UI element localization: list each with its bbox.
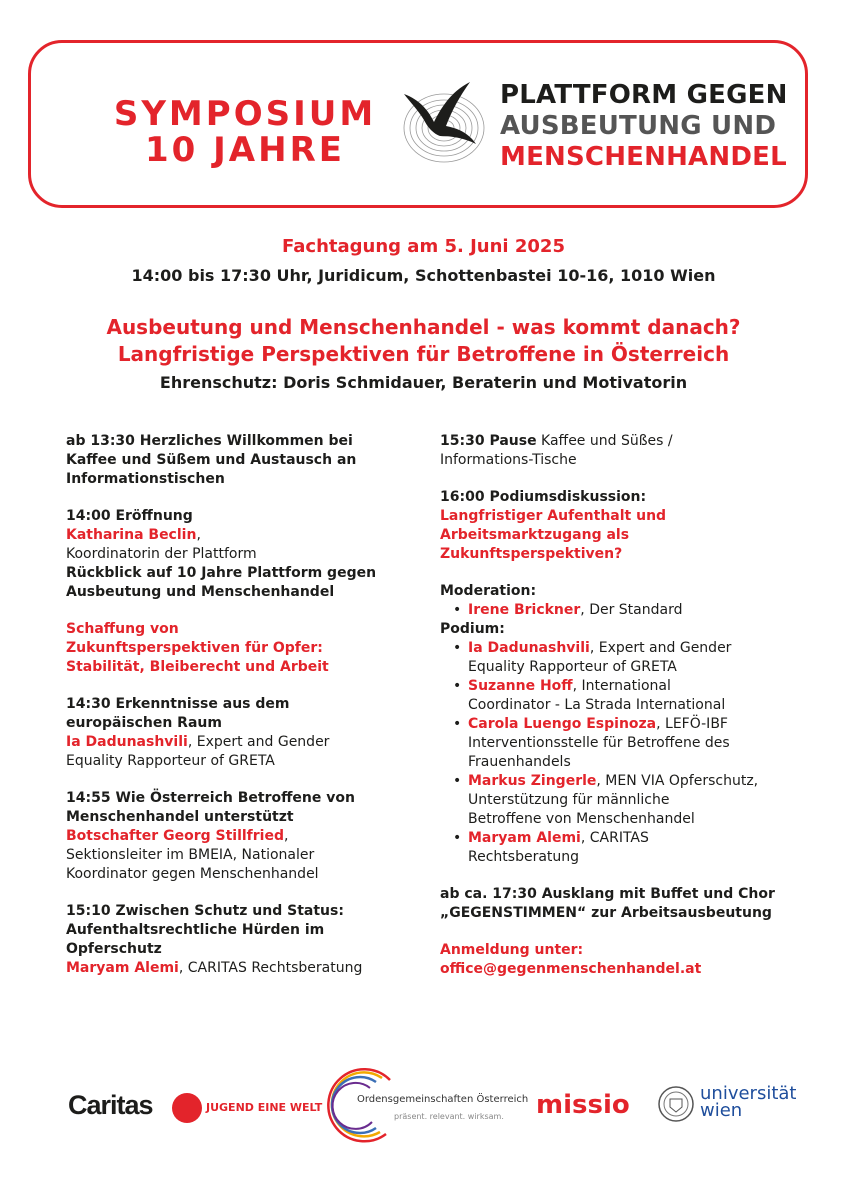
panelist-role: , MEN VIA Opferschutz, xyxy=(596,773,759,789)
panelist-role: Betroffene von Menschenhandel xyxy=(468,811,695,827)
jugend-eine-welt-logo-icon xyxy=(172,1093,202,1123)
panel-topic: Langfristiger Aufenthalt und xyxy=(440,508,667,524)
platform-line1: PLATTFORM GEGEN xyxy=(500,80,788,110)
opening-block xyxy=(66,507,416,602)
speaker-separator: , xyxy=(283,828,289,844)
uni-line2: wien xyxy=(700,1100,743,1121)
speaker-role: Koordinator gegen Menschenhandel xyxy=(66,866,319,882)
talk-heading: Aufenthaltsrechtliche Hürden im xyxy=(66,922,325,938)
panelist-name: Carola Luengo Espinoza xyxy=(468,716,657,732)
talk-heading: 14:30 Erkenntnisse aus dem xyxy=(66,696,290,712)
talk-block xyxy=(66,695,416,771)
panelist-role: Interventionsstelle für Betroffene des xyxy=(468,735,730,751)
moderator-org: , Der Standard xyxy=(580,602,683,618)
university-seal-icon xyxy=(657,1085,695,1123)
panel-topic: Zukunftsperspektiven? xyxy=(440,546,623,562)
speaker-name: Katharina Beclin xyxy=(66,527,197,543)
panelist-role: , LEFÖ-IBF xyxy=(656,716,728,732)
talk-block xyxy=(66,789,416,884)
list-item xyxy=(468,829,810,867)
platform-line3: MENSCHENHANDEL xyxy=(500,142,787,172)
ordensgemeinschaften-ring-icon xyxy=(320,1066,400,1146)
pause-block xyxy=(440,432,810,470)
symposium-title xyxy=(110,96,380,168)
speaker-role: , Expert and Gender xyxy=(187,734,330,750)
speaker-name: Maryam Alemi xyxy=(66,960,179,976)
jugend-eine-welt-logo: JUGEND EINE WELT xyxy=(206,1101,323,1114)
panelist-role: Coordinator - La Strada International xyxy=(468,697,726,713)
registration-email-link[interactable]: office@gegenmenschenhandel.at xyxy=(440,961,702,977)
highlight-line: Schaffung von xyxy=(66,621,179,637)
talk-heading: europäischen Raum xyxy=(66,715,222,731)
pause-time: 15:30 Pause xyxy=(440,433,537,449)
moderator-name: Irene Brickner xyxy=(468,602,581,618)
panelist-role: , CARITAS xyxy=(580,830,649,846)
speaker-name: Ia Dadunashvili xyxy=(66,734,188,750)
panelist-name: Maryam Alemi xyxy=(468,830,581,846)
speaker-role: Sektionsleiter im BMEIA, Nationaler xyxy=(66,847,315,863)
talk-heading: Opferschutz xyxy=(66,941,162,957)
panel-people xyxy=(440,582,810,867)
registration-label: Anmeldung unter: xyxy=(440,942,584,958)
uni-line1: universität xyxy=(700,1083,797,1104)
talk-heading: 15:10 Zwischen Schutz und Status: xyxy=(66,903,344,919)
welcome-line: Kaffee und Süßem und Austausch an xyxy=(66,452,357,468)
event-title-line2: Langfristige Perspektiven für Betroffene in Österreich xyxy=(117,342,730,366)
closing-line: „GEGENSTIMMEN“ zur Arbeitsausbeutung xyxy=(440,905,772,921)
panelist-name: Markus Zingerle xyxy=(468,773,597,789)
talk-heading: 14:55 Wie Österreich Betroffene von xyxy=(66,790,355,806)
panelist-role: Unterstützung für männliche xyxy=(468,792,670,808)
caritas-logo: Caritas xyxy=(68,1090,153,1120)
closing-line: ab ca. 17:30 Ausklang mit Buffet und Chor xyxy=(440,886,775,902)
symposium-line1: SYMPOSIUM xyxy=(113,94,377,134)
panel-topic: Arbeitsmarktzugang als xyxy=(440,527,630,543)
panelist-name: Suzanne Hoff xyxy=(468,678,573,694)
ordensgemeinschaften-tagline: präsent. relevant. wirksam. xyxy=(394,1112,504,1121)
speaker-name: Botschafter Georg Stillfried xyxy=(66,828,284,844)
opening-heading: 14:00 Eröffnung xyxy=(66,508,193,524)
panelist-list xyxy=(440,639,810,867)
welcome-line: ab 13:30 Herzliches Willkommen bei xyxy=(66,433,353,449)
program-left-column xyxy=(66,432,416,996)
list-item xyxy=(468,715,810,772)
welcome-line: Informationstischen xyxy=(66,471,225,487)
list-item xyxy=(468,677,810,715)
speaker-role: , CARITAS Rechtsberatung xyxy=(178,960,363,976)
patronage: Ehrenschutz: Doris Schmidauer, Beraterin und Motivatorin xyxy=(159,373,688,392)
panelist-role: Rechtsberatung xyxy=(468,849,580,865)
ordensgemeinschaften-logo: Ordensgemeinschaften Österreich xyxy=(357,1094,529,1105)
panel-heading: 16:00 Podiumsdiskussion: xyxy=(440,489,647,505)
pause-text: Informations-Tische xyxy=(440,452,577,468)
talk-block xyxy=(66,902,416,978)
university-vienna-logo xyxy=(700,1085,796,1119)
program-right-column xyxy=(440,432,810,997)
panelist-role: Frauenhandels xyxy=(468,754,571,770)
platform-line2: AUSBEUTUNG UND xyxy=(500,111,777,141)
list-item xyxy=(468,772,810,829)
highlight-block xyxy=(66,620,416,677)
list-item xyxy=(468,601,810,620)
panelist-role: Equality Rapporteur of GRETA xyxy=(468,659,677,675)
swallow-logo-icon xyxy=(398,70,490,170)
platform-name xyxy=(500,80,788,173)
speaker-role: Equality Rapporteur of GRETA xyxy=(66,753,275,769)
event-title-line1: Ausbeutung und Menschenhandel - was kommt danach? xyxy=(106,315,741,339)
panel-block xyxy=(440,488,810,564)
pause-text: Kaffee und Süßes / xyxy=(536,433,673,449)
podium-label: Podium: xyxy=(440,621,505,637)
panelist-role: , International xyxy=(572,678,671,694)
list-item xyxy=(468,639,810,677)
symposium-line2: 10 JAHRE xyxy=(145,130,345,170)
highlight-line: Zukunftsperspektiven für Opfer: xyxy=(66,640,323,656)
event-date: Fachtagung am 5. Juni 2025 xyxy=(282,236,565,257)
welcome-block xyxy=(66,432,416,489)
speaker-separator: , xyxy=(196,527,201,543)
closing-block xyxy=(440,885,810,923)
event-title xyxy=(0,314,847,368)
moderation-label: Moderation: xyxy=(440,583,537,599)
missio-logo: missio xyxy=(536,1090,630,1120)
talk-topic: Ausbeutung und Menschenhandel xyxy=(66,584,335,600)
sponsor-logos xyxy=(0,1060,847,1160)
moderator-list xyxy=(440,601,810,620)
talk-heading: Menschenhandel unterstützt xyxy=(66,809,294,825)
panelist-name: Ia Dadunashvili xyxy=(468,640,590,656)
speaker-role: Koordinatorin der Plattform xyxy=(66,546,257,562)
registration-block xyxy=(440,941,810,979)
highlight-line: Stabilität, Bleiberecht und Arbeit xyxy=(66,659,329,675)
panelist-role: , Expert and Gender xyxy=(589,640,732,656)
talk-topic: Rückblick auf 10 Jahre Plattform gegen xyxy=(66,565,377,581)
event-time-place: 14:00 bis 17:30 Uhr, Juridicum, Schottenbastei 10-16, 1010 Wien xyxy=(131,266,716,285)
